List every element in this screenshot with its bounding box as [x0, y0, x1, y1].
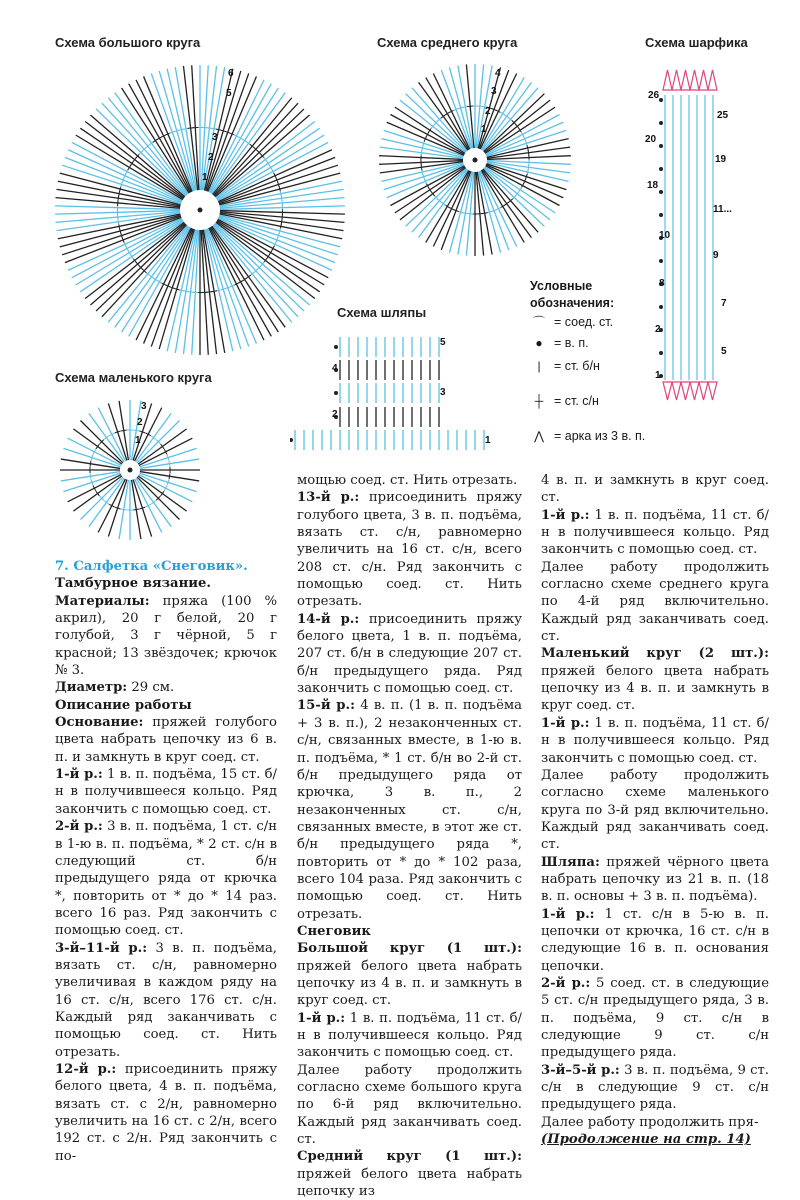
fringe-mark [663, 382, 672, 400]
scarf-row-num: 18 [647, 180, 659, 191]
scarf-diagram [645, 60, 745, 410]
scarf-row-num: 11... [713, 204, 732, 215]
stitch-mark [133, 430, 139, 431]
chain-dot [334, 345, 338, 349]
big-row-num: 3 [212, 132, 218, 143]
chain-dot [659, 259, 663, 263]
hat-row-num: 5 [440, 337, 446, 348]
legend-item: ● = в. п. [530, 335, 645, 352]
fringe-mark [672, 70, 681, 90]
chain-dot [659, 305, 663, 309]
center-dot [473, 158, 478, 163]
small-row-num: 1 [135, 435, 141, 446]
snowman-heading: Снеговик [297, 923, 522, 940]
fringe-mark [699, 70, 708, 90]
mid-row-num: 1 [481, 124, 487, 135]
text-column-1: 7. Салфетка «Снеговик». Тамбурное вязание. Материалы: пряжа (100 % акрил), 20 г белой, 20 г голубой, 3 г чёрной, 5 г красной; 13 звёздочек; крючок № 3. Диаметр: 29 см. Описание работы Основание: пряжей голубого цвета набрать цепочку из 6 в. п. и замкнуть в круг соед. ст. 1-й р.: 1 в. п. подъёма, 15 ст. б/н в получившееся кольцо. Ряд закончить с помощью соед. ст. 2-й р.: 3 в. п. подъёма, 1 ст. с/н в 1-ю в. п. подъёма, * 2 ст. с/н в следующий ст. б/н предыдущего ряда от крючка *, повторить от * до * 14 раз. всего 16 раз. Ряд закончить с помощью соед. ст. 3-й–11-й р.: 3 в. п. подъёма, вязать ст. с/н, равномерно увеличивая в каждом ряду на 16 ст. с/н, всего 176 ст. с/н. Каждый ряд заканчивать с помощью соед. ст. Нить отрезать. 12-й р.: присоединить пряжу белого цвета, 4 в. п. подъёма, вязать ст. с 2/н, равномерно увеличить на 16 ст. с 2/н, всего 192 ст. с 2/н. Ряд закончить с по- [55, 558, 277, 1165]
chain-dot [659, 144, 663, 148]
legend-title: обозначения: [530, 295, 645, 312]
small-row-num: 2 [137, 417, 143, 428]
stitch-mark [90, 473, 91, 479]
text-column-2: мощью соед. ст. Нить отрезать. 13-й р.: присоединить пряжу голубого цвета, 3 в. п. подъёма, вязать ст. с/н, равномерно увеличить на 16 ст. с/н, всего 208 ст. с/н. Ряд закончить с помощью соед. ст. Нить отрезать. 14-й р.: присоединить пряжу белого цвета, 1 в. п. подъёма, 207 ст. б/н в следующие 207 ст. б/н предыдущего ряда. Ряд закончить с помощью соед. ст. 15-й р.: 4 в. п. (1 в. п. подъёма + 3 в. п.), 2 незаконченных ст. с/н, связанных вместе, в 1-ю в. п. подъёма, * 1 ст. б/н во 2-й ст. б/н предыдущего ряда от крючка, 3 в. п., 2 незаконченных ст. с/н, связанных вместе, в этот же ст. б/н предыдущего ряда *, повторить от * до * 102 раза, всего 104 раза. Ряд закончить с помощью соед. ст. Нить отрезать. Снеговик Большой круг (1 шт.): пряжей белого цвета набрать цепочку из 4 в. п. и замкнуть в круг соед. ст. 1-й р.: 1 в. п. подъёма, 11 ст. б/н в получившееся кольцо. Ряд закончить с помощью соед. ст. Далее работу продолжить согласно схеме большого круга по 6-й ряд включительно. Каждый ряд заканчивать соед. ст. Средний круг (1 шт.): пряжей белого цвета набрать цепочку из [297, 472, 522, 1200]
fringe-mark [681, 382, 690, 400]
chain-dot [334, 391, 338, 395]
double-crochet-icon: ┼ [530, 393, 548, 410]
legend-item: ⌒ = соед. ст. [530, 314, 645, 331]
big-row-num: 1 [202, 172, 208, 183]
hat-row-num: 4 [332, 363, 338, 374]
fringe-mark [708, 382, 717, 400]
scarf-row-num: 25 [717, 110, 729, 121]
arch-icon: ⋀ [530, 428, 548, 445]
small-circle-title: Схема маленького круга [55, 370, 212, 385]
legend [530, 278, 645, 445]
hat-diagram [290, 325, 500, 455]
diameter: 29 см. [131, 680, 174, 695]
materials: пряжа (100 % акрил), 20 г белой, 20 г голубой, 3 г чёрной, 5 г красной; 13 звёздочек; крючок № 3. [55, 594, 277, 678]
hat-row-num: 1 [485, 435, 491, 446]
big-row-num: 2 [208, 152, 214, 163]
scarf-row-num: 20 [645, 134, 657, 145]
fringe-mark [672, 382, 681, 400]
text-column-3: 4 в. п. и замкнуть в круг соед. ст. 1-й р.: 1 в. п. подъёма, 11 ст. б/н в получившееся кольцо. Ряд закончить с помощью соед. ст. Далее работу продолжить согласно схеме среднего круга по 4-й ряд включительно. Каждый ряд заканчивать соед. ст. Маленький круг (2 шт.): пряжей белого цвета набрать цепочку из 4 в. п. и замкнуть в круг соед. ст. 1-й р.: 1 в. п. подъёма, 11 ст. б/н в получившееся кольцо. Ряд закончить с помощью соед. ст. Далее работу продолжить согласно схеме маленького круга по 3-й ряд включительно. Каждый ряд заканчивать соед. ст. Шляпа: пряжей чёрного цвета набрать цепочку из 21 в. п. (18 в. п. основы + 3 в. п. подъёма). 1-й р.: 1 ст. с/н в 5-ю в. п. цепочки от крючка, 16 ст. с/н в следующие 16 в. п. основания цепочки. 2-й р.: 5 соед. ст. в следующие 5 ст. с/н предыдущего ряда, 3 в. п. подъёма, 9 ст. с/н в следующие 9 ст. с/н предыдущего ряда. 3-й–5-й р.: 3 в. п. подъёма, 9 ст. с/н в следующие 9 ст. с/н предыдущего ряда. Далее работу продолжить пря- (Продолжение на стр. 14) [541, 472, 769, 1148]
fringe-mark [690, 70, 699, 90]
scarf-title: Схема шарфика [645, 35, 748, 50]
scarf-row-num: 10 [659, 230, 671, 241]
stitch-mark [467, 106, 473, 107]
chain-dot [290, 438, 293, 442]
fringe-mark [663, 70, 672, 90]
chain-dot [659, 213, 663, 217]
stitch-mark [121, 430, 127, 431]
stitch-mark [121, 509, 127, 510]
technique: Тамбурное вязание. [55, 575, 277, 592]
mid-row-num: 4 [495, 68, 501, 79]
center-dot [198, 208, 203, 213]
article-heading: 7. Салфетка «Снеговик». [55, 558, 277, 575]
scarf-row-num: 1 [655, 370, 661, 381]
slip-stitch-icon: ⌒ [530, 314, 548, 331]
legend-item: ⋀ = арка из 3 в. п. [530, 428, 645, 445]
fringe-mark [690, 382, 699, 400]
mid-row-num: 3 [491, 86, 497, 97]
chain-dot [659, 98, 663, 102]
stitch-mark [90, 461, 91, 467]
scarf-row-num: 5 [721, 346, 727, 357]
scarf-row-num: 26 [648, 90, 660, 101]
big-row-num: 6 [228, 68, 234, 79]
chain-dot [659, 121, 663, 125]
stitch-mark [133, 509, 139, 510]
hat-row-num: 2 [332, 409, 338, 420]
legend-item: | = ст. б/н [530, 358, 645, 375]
chain-dot [659, 351, 663, 355]
big-row-num: 5 [226, 88, 232, 99]
continuation-link[interactable]: (Продолжение на стр. 14) [541, 1131, 769, 1148]
big-circle-title: Схема большого круга [55, 35, 200, 50]
scarf-row-num: 2 [655, 324, 661, 335]
fringe-mark [708, 70, 717, 90]
mid-circle-title: Схема среднего круга [377, 35, 517, 50]
scarf-row-num: 7 [721, 298, 727, 309]
scarf-row-num: 19 [715, 154, 727, 165]
small-row-num: 3 [141, 401, 147, 412]
hat-row-num: 3 [440, 387, 446, 398]
mid-circle-diagram [375, 60, 575, 260]
stitch-mark [169, 473, 170, 479]
scarf-row-num: 9 [713, 250, 719, 261]
mid-row-num: 2 [485, 106, 491, 117]
hat-title: Схема шляпы [337, 305, 426, 320]
chain-stitch-icon: ● [530, 335, 548, 352]
fringe-mark [681, 70, 690, 90]
single-crochet-icon: | [530, 358, 548, 375]
scarf-row-num: 8 [659, 278, 665, 289]
small-circle-diagram [55, 395, 205, 545]
fringe-mark [699, 382, 708, 400]
legend-title: Условные [530, 278, 645, 295]
stitch-mark [169, 461, 170, 467]
legend-item: ┼ = ст. с/н [530, 393, 645, 410]
center-dot [128, 468, 133, 473]
chain-dot [659, 167, 663, 171]
chain-dot [659, 190, 663, 194]
big-circle-diagram [50, 60, 350, 360]
work-description-title: Описание работы [55, 697, 277, 714]
